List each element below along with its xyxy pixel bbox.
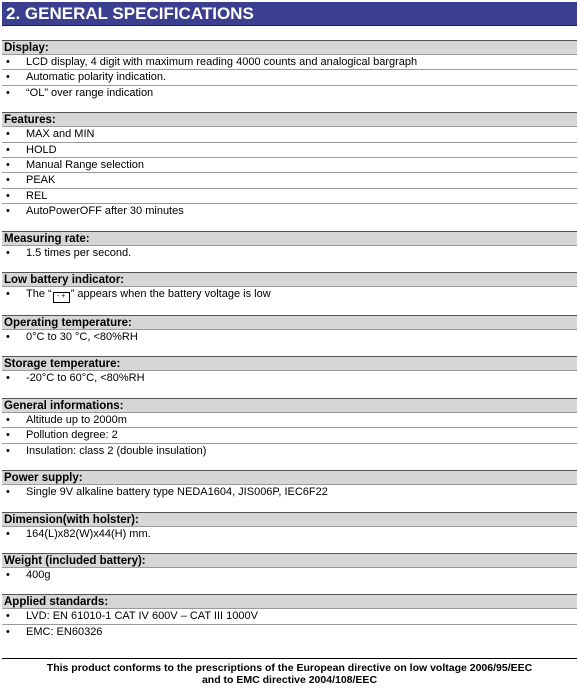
- list-item: • HOLD: [2, 142, 577, 157]
- list-item: • “OL” over range indication: [2, 85, 577, 100]
- list-item: • PEAK: [2, 172, 577, 187]
- section-heading: General informations:: [2, 398, 577, 412]
- spec-list: [2, 412, 577, 458]
- list-item: • -20°C to 60°C, <80%RH: [2, 370, 577, 385]
- footer-line-1: This product conforms to the prescriptions of the European directive on low voltage 2006/95/EEC: [46, 662, 533, 674]
- spec-list: [2, 329, 577, 344]
- section-heading: Low battery indicator:: [2, 272, 577, 286]
- list-item: [2, 286, 577, 303]
- section-heading: Measuring rate:: [2, 231, 577, 245]
- section-dimension: [2, 512, 577, 541]
- list-item: • EMC: EN60326: [2, 624, 577, 639]
- list-item: • AutoPowerOFF after 30 minutes: [2, 203, 577, 218]
- spec-list: [2, 484, 577, 499]
- section-applied-standards: [2, 594, 577, 639]
- section-general-informations: [2, 398, 577, 458]
- section-features: [2, 112, 577, 218]
- list-item: • 164(L)x82(W)x44(H) mm.: [2, 526, 577, 541]
- section-heading: Display:: [2, 40, 577, 54]
- section-heading: Features:: [2, 112, 577, 126]
- section-storage-temperature: [2, 356, 577, 385]
- list-item: • Pollution degree: 2: [2, 427, 577, 442]
- list-item: • Automatic polarity indication.: [2, 69, 577, 84]
- spec-list: [2, 608, 577, 639]
- section-heading: Applied standards:: [2, 594, 577, 608]
- section-heading: Weight (included battery):: [2, 553, 577, 567]
- list-item: • LVD: EN 61010-1 CAT IV 600V – CAT III 1000V: [2, 608, 577, 623]
- spec-sections: [2, 40, 577, 651]
- spec-list: [2, 126, 577, 218]
- list-item: • Manual Range selection: [2, 157, 577, 172]
- section-operating-temperature: [2, 315, 577, 344]
- section-title: 2. GENERAL SPECIFICATIONS: [2, 2, 577, 26]
- spec-list: [2, 286, 577, 303]
- section-power-supply: [2, 470, 577, 499]
- footer-line-2: and to EMC directive 2004/108/EEC: [201, 674, 378, 686]
- spec-list: [2, 567, 577, 582]
- spec-list: [2, 526, 577, 541]
- list-item: • LCD display, 4 digit with maximum reading 4000 counts and analogical bargraph: [2, 54, 577, 69]
- spec-list: [2, 370, 577, 385]
- battery-icon: - +: [53, 292, 70, 303]
- list-item: • Altitude up to 2000m: [2, 412, 577, 427]
- section-heading: Power supply:: [2, 470, 577, 484]
- list-item: • Single 9V alkaline battery type NEDA1604, JIS006P, IEC6F22: [2, 484, 577, 499]
- list-item: • 400g: [2, 567, 577, 582]
- battery-text-before: The “: [26, 288, 52, 301]
- list-item: • 1.5 times per second.: [2, 245, 577, 260]
- conformity-footer: [2, 658, 577, 686]
- spec-list: [2, 54, 577, 100]
- list-item: • Insulation: class 2 (double insulation): [2, 443, 577, 458]
- spec-list: [2, 245, 577, 260]
- list-item: • REL: [2, 188, 577, 203]
- section-display: [2, 40, 577, 100]
- list-item: • MAX and MIN: [2, 126, 577, 141]
- section-heading: Dimension(with holster):: [2, 512, 577, 526]
- section-heading: Storage temperature:: [2, 356, 577, 370]
- section-low-battery: [2, 272, 577, 303]
- section-heading: Operating temperature:: [2, 315, 577, 329]
- battery-text-after: ” appears when the battery voltage is low: [70, 288, 271, 301]
- section-measuring-rate: [2, 231, 577, 260]
- section-weight: [2, 553, 577, 582]
- list-item: • 0°C to 30 °C, <80%RH: [2, 329, 577, 344]
